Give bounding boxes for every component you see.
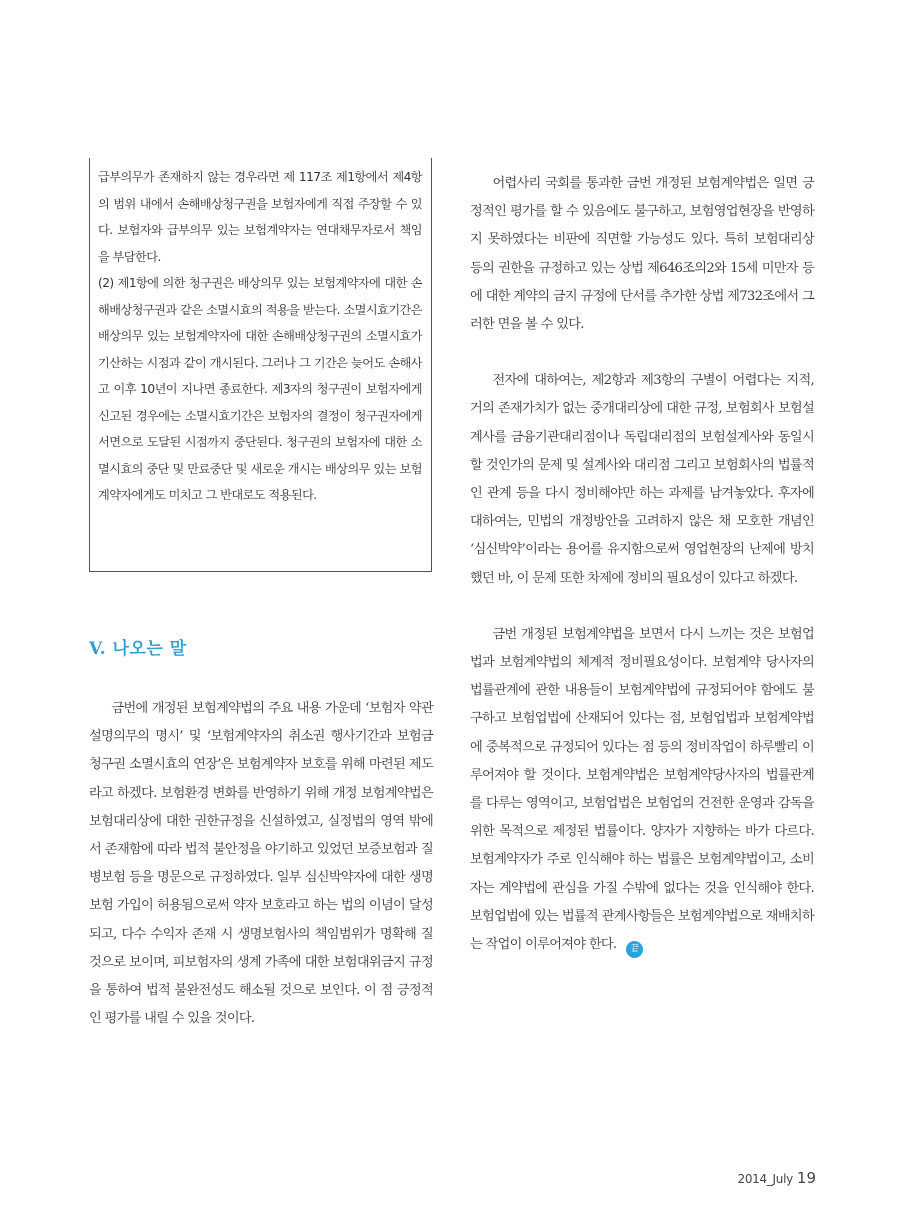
body-paragraph: 전자에 대하여는, 제2항과 제3항의 구별이 어렵다는 지적, 거의 존재가치가 없는 중개대리상에 대한 규정, 보험회사 보험설계사를 금융기관대리점이나 독립대리점의 보험설계사와 동일시할 것인가의 문제 및 설계사와 대리점 그리고 보험회사의 법률적인 관계 등을 다시 정비해야만 하는 과제를 남겨놓았다. 후자에 대하여는, 민법의 개정방안을 고려하지 않은 채 모호한 개념인 ‘심신박약’이라는 용어를 유지함으로써 영업현장의 난제에 방치했던 바, 이 문제 또한 차제에 정비의 필요성이 있다고 하겠다. [470,373,814,586]
end-mark-icon: 끝 [626,941,643,958]
section-heading: V. 나오는 말 [89,639,187,659]
final-paragraph-text: 금번 개정된 보험계약법을 보면서 다시 느끼는 것은 보험업법과 보험계약법의 체계적 정비필요성이다. 보험계약 당사자의 법률관계에 관한 내용들이 보험계약법에 규정되어야 함에도 불구하고 보험업법에 산재되어 있다는 점, 보험업법과 보험계약법에 중복적으로 규정되어 있다는 점 등의 정비작업이 하루빨리 이루어져야 할 것이다. 보험계약법은 보험계약당사자의 법률관계를 다루는 영역이고, 보험업법은 보험업의 건전한 운영과 감독을 위한 목적으로 제정된 법률이다. 양자가 지향하는 바가 다르다. 보험계약자가 주로 인식해야 하는 법률은 보험계약법이고, 소비자는 계약법에 관심을 가질 수밖에 없다는 것을 인식해야 한다. 보험업법에 있는 법률적 관계사항들은 보험계약법으로 재배치하는 작업이 이루어져야 한다. [470,626,814,953]
body-paragraph [470,621,814,959]
box-paragraph: 급부의무가 존재하지 않는 경우라면 제 117조 제1항에서 제4항의 범위 내에서 손해배상청구권을 보험자에게 직접 주장할 수 있다. 보험자와 급부의무 있는 보험계약자는 연대채무자로서 책임을 부담한다. [98,170,422,264]
page-number: 19 [796,1169,816,1187]
body-paragraph: 금번에 개정된 보험계약법의 주요 내용 가운데 ‘보험자 약관설명의무의 명시’ 및 ‘보험계약자의 취소권 행사기간과 보험금 청구권 소멸시효의 연장’은 보험계약자 보호를 위해 마련된 제도라고 하겠다. 보험환경 변화를 반영하기 위해 개정 보험계약법은 보험대리상에 대한 권한규정을 신설하였고, 실정법의 영역 밖에서 존재함에 따라 법적 불안정을 야기하고 있었던 보증보험과 질병보험 등을 명문으로 규정하였다. 일부 심신박약자에 대한 생명보험 가입이 허용됨으로써 약자 보호라고 하는 법의 이념이 달성되고, 다수 수익자 존재 시 생명보험사의 책임범위가 명확해 질 것으로 보이며, 피보험자의 생계 가족에 대한 보험대위금지 규정을 통하여 법적 불완전성도 해소될 것으로 보인다. 이 점 긍정적인 평가를 내릴 수 있을 것이다. [89,701,433,1027]
right-column [470,170,814,959]
box-paragraph: (2) 제1항에 의한 청구권은 배상의무 있는 보험계약자에 대한 손해배상청구권과 같은 소멸시효의 적용을 받는다. 소멸시효기간은 배상의무 있는 보험계약자에 대한 손해배상청구권의 소멸시효가 기산하는 시점과 같이 개시된다. 그러나 그 기간은 늦어도 손해사고 이후 10년이 지나면 종료한다. 제3자의 청구권이 보험자에게 신고된 경우에는 소멸시효기간은 보험자의 결정이 청구권자에게 서면으로 도달된 시점까지 중단된다. 청구권의 보험자에 대한 소멸시효의 중단 및 만료중단 및 새로운 개시는 배상의무 있는 보험계약자에게도 미치고 그 반대로도 적용된다. [98,276,422,502]
issue-label: 2014_July [737,1172,793,1186]
body-paragraph: 어렵사리 국회를 통과한 금번 개정된 보험계약법은 일면 긍정적인 평가를 할 수 있음에도 불구하고, 보험영업현장을 반영하지 못하였다는 비판에 직면할 가능성도 있다. 특히 보험대리상 등의 권한을 규정하고 있는 상법 제646조의2와 15세 미만자 등에 대한 계약의 금지 규정에 단서를 추가한 상법 제732조에서 그러한 면을 볼 수 있다. [470,176,814,333]
left-column [89,695,433,1033]
page-footer [737,1168,816,1187]
quoted-statute-box [89,158,432,572]
